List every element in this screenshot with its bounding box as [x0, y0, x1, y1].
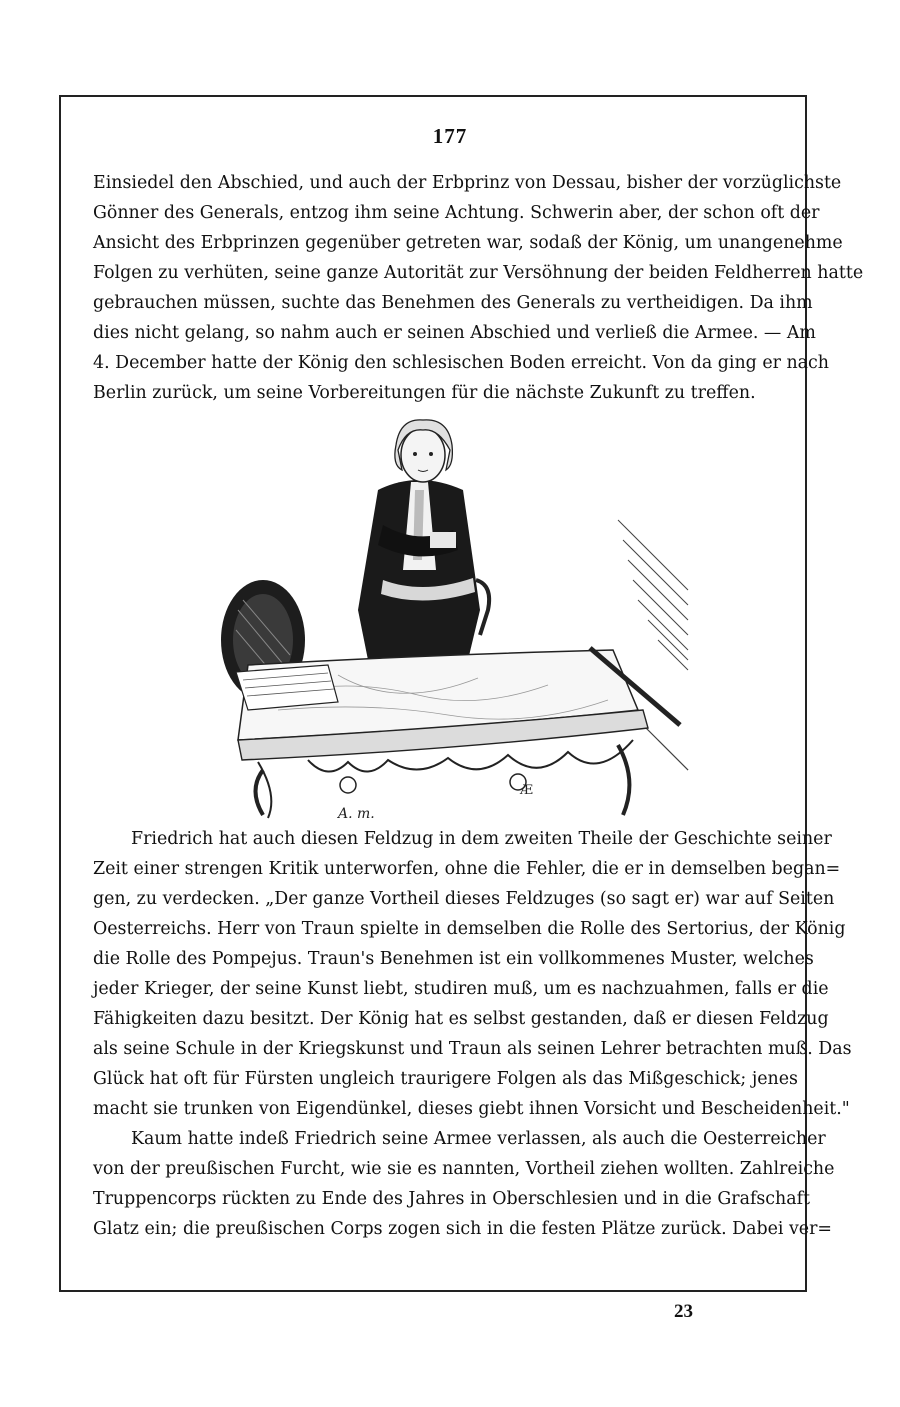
- text-line: Friedrich hat auch diesen Feldzug in dem zweiten Theile der Geschichte seiner: [131, 829, 832, 849]
- text-line: als seine Schule in der Kriegskunst und Traun als seinen Lehrer betrachten muß. Das: [93, 1039, 852, 1059]
- text-line: Oesterreichs. Herr von Traun spielte in demselben die Rolle des Sertorius, der König: [93, 919, 846, 939]
- text-line: Kaum hatte indeß Friedrich seine Armee verlassen, als auch die Oesterreicher: [131, 1129, 826, 1149]
- text-line: macht sie trunken von Eigendünkel, dieses giebt ihnen Vorsicht und Bescheidenheit.": [93, 1099, 850, 1119]
- text-line: jeder Krieger, der seine Kunst liebt, studiren muß, um es nachzuahmen, falls er die: [93, 979, 829, 999]
- text-line: Folgen zu verhüten, seine ganze Autorität zur Versöhnung der beiden Feldherren hatte: [93, 263, 864, 283]
- paragraph-quote: [93, 824, 852, 1244]
- text-line: dies nicht gelang, so nahm auch er seinen Abschied und verließ die Armee. — Am: [93, 323, 816, 343]
- page-number: 177: [432, 124, 468, 148]
- text-line: gen, zu verdecken. „Der ganze Vortheil dieses Feldzuges (so sagt er) war auf Seiten: [93, 889, 835, 909]
- text-line: Einsiedel den Abschied, und auch der Erbprinz von Dessau, bisher der vorzüglichste: [93, 173, 842, 193]
- text-line: Berlin zurück, um seine Vorbereitungen für die nächste Zukunft zu treffen.: [93, 383, 756, 403]
- text-line: von der preußischen Furcht, wie sie es nannten, Vortheil ziehen wollten. Zahlreiche: [93, 1159, 835, 1179]
- text-line: 4. December hatte der König den schlesischen Boden erreicht. Von da ging er nach: [93, 353, 829, 373]
- artist-signature-left: A. m.: [338, 806, 375, 822]
- text-line: Gönner des Generals, entzog ihm seine Achtung. Schwerin aber, der schon oft der: [93, 203, 820, 223]
- text-line: Fähigkeiten dazu besitzt. Der König hat es selbst gestanden, daß er diesen Feldzug: [93, 1009, 829, 1029]
- engraving-man-at-table-icon: [218, 410, 693, 822]
- artist-signature-right: Æ: [520, 783, 534, 798]
- text-line: Glück hat oft für Fürsten ungleich traurigere Folgen als das Mißgeschick; jenes: [93, 1069, 798, 1089]
- text-line: Glatz ein; die preußischen Corps zogen sich in die festen Plätze zurück. Dabei ver=: [93, 1219, 832, 1239]
- sheet-signature: 23: [674, 1301, 693, 1322]
- text-line: Truppencorps rückten zu Ende des Jahres in Oberschlesien und in die Grafschaft: [93, 1189, 811, 1209]
- text-line: gebrauchen müssen, suchte das Benehmen des Generals zu vertheidigen. Da ihm: [93, 293, 813, 313]
- text-line: Zeit einer strengen Kritik unterworfen, ohne die Fehler, die er in demselben began=: [93, 859, 841, 879]
- text-line: Ansicht des Erbprinzen gegenüber getreten war, sodaß der König, um unangenehme: [93, 233, 843, 253]
- text-line: die Rolle des Pompejus. Traun's Benehmen ist ein vollkommenes Muster, welches: [93, 949, 814, 969]
- paragraph-top: [93, 168, 864, 408]
